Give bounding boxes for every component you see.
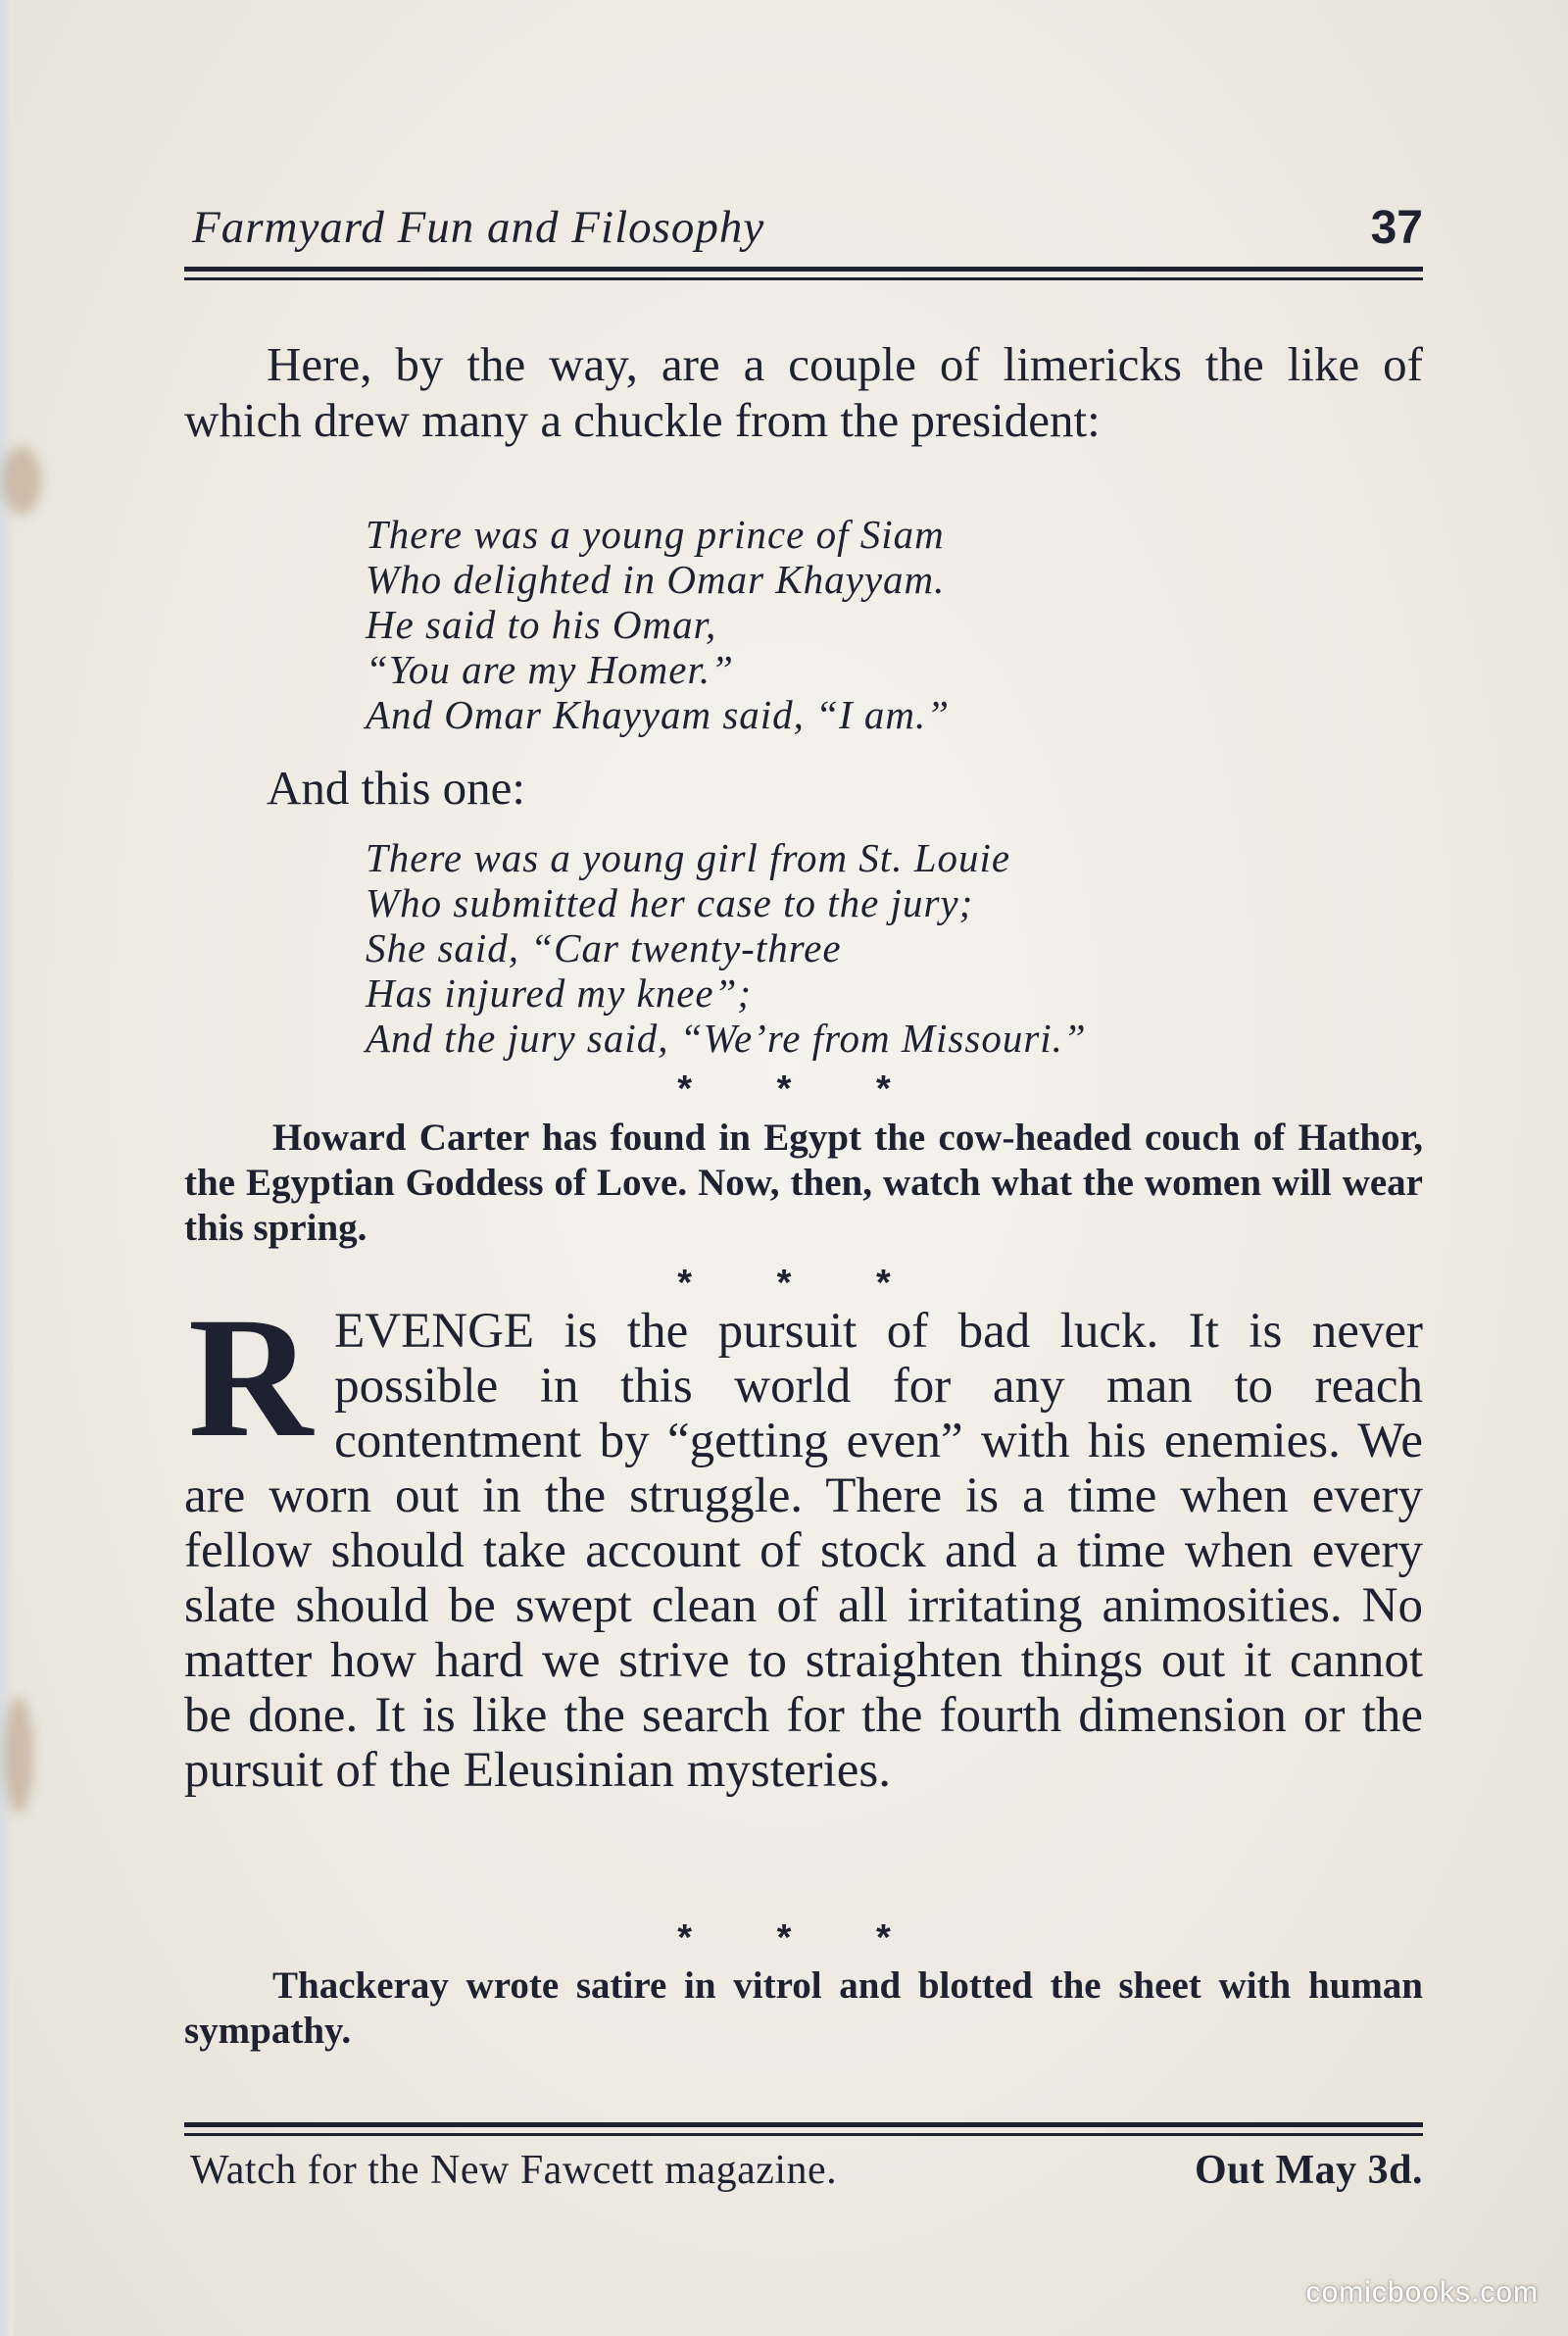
thackeray-note (184, 1963, 1423, 2054)
page-number: 37 (1370, 202, 1423, 254)
section-separator: * * * (677, 1917, 928, 1959)
verse-line: There was a young prince of Siam (366, 512, 945, 557)
verse-line: “You are my Homer.” (366, 647, 734, 692)
verse-line: And Omar Khayyam said, “I am.” (366, 692, 951, 737)
running-title: Farmyard Fun and Filosophy (192, 202, 765, 253)
hathor-note (184, 1116, 1423, 1251)
intro-paragraph (184, 336, 1423, 448)
hathor-note-text: Howard Carter has found in Egypt the cow-headed couch of Hathor, the Egyptian Goddess of Love. Now, then, watch what the women will wear this spring. (184, 1117, 1423, 1249)
drop-cap: R (188, 1282, 314, 1473)
footer-rule (184, 2122, 1423, 2136)
running-header (184, 201, 1423, 260)
revenge-essay (184, 1282, 1423, 1798)
header-rule (184, 267, 1423, 280)
footer-advert: Watch for the New Fawcett magazine. (190, 2148, 838, 2193)
thackeray-note-text: Thackeray wrote satire in vitrol and blotted the sheet with human sympathy. (184, 1964, 1423, 2052)
verse-line: Who delighted in Omar Khayyam. (366, 557, 946, 602)
section-separator: * * * (677, 1069, 928, 1110)
limerick-st-louie (366, 835, 1087, 1061)
paper-stain (2, 446, 41, 515)
verse-line: She said, “Car twenty-three (366, 925, 842, 970)
verse-line: There was a young girl from St. Louie (366, 835, 1011, 880)
section-separator: * * * (677, 1263, 928, 1304)
verse-line: Has injured my knee”; (366, 970, 753, 1016)
second-limerick-lead: And this one: (267, 761, 526, 815)
revenge-essay-text: EVENGE is the pursuit of bad luck. It is never possible in this world for any man to reach contentment by “getting even” with his enemies. We are worn out in the struggle. There is a time when every fellow should take account of stock and a time when every slate should be swept clean of all irritating animosities. No matter how hard we strive to straighten things out it cannot be done. It is like the search for the fourth dimension or the pursuit of the Eleusinian mysteries. (184, 1304, 1423, 1798)
limerick-siam (366, 512, 950, 737)
verse-line: Who submitted her case to the jury; (366, 880, 974, 925)
footer-date: Out May 3d. (1194, 2148, 1423, 2193)
verse-line: He said to his Omar, (366, 602, 717, 647)
paper-stain (4, 1696, 33, 1814)
page-edge (0, 0, 14, 2336)
verse-line: And the jury said, “We’re from Missouri.” (366, 1016, 1087, 1061)
watermark: comicbooks.com (1305, 2276, 1539, 2309)
intro-text: Here, by the way, are a couple of limericks the like of which drew many a chuckle from the president: (184, 337, 1423, 447)
